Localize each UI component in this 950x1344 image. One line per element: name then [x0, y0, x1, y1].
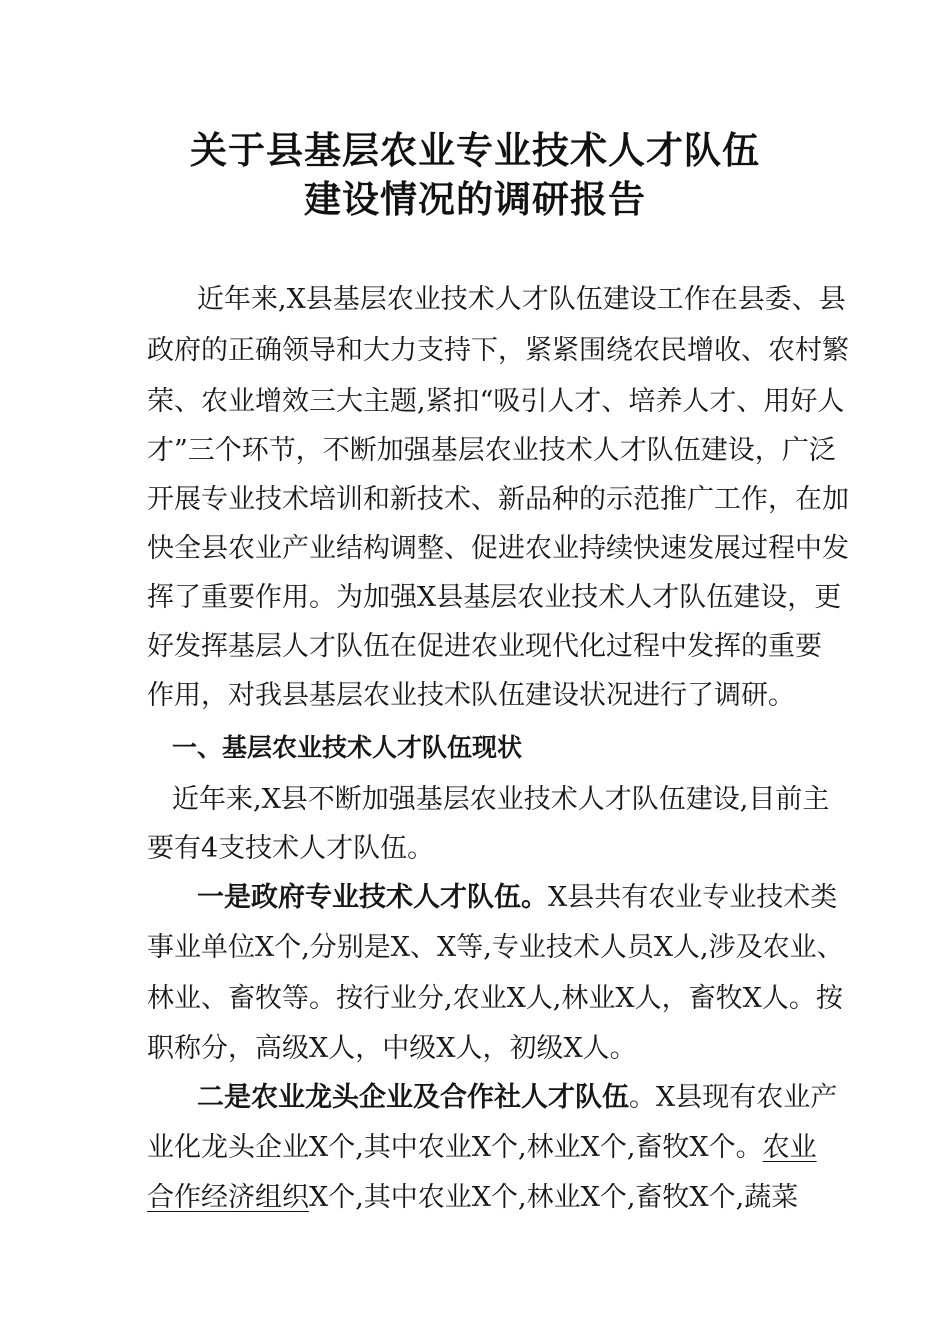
intro-line: 政府的正确领导和大力支持下，紧紧围绕农民增收、农村繁 [147, 335, 849, 366]
item1-lead: 一是政府专业技术人才队伍。 [197, 882, 548, 913]
item2-line [147, 1131, 827, 1165]
section-para-line: 要有4支技术人才队伍。 [147, 833, 435, 864]
intro-line: 近年来,X县基层农业技术人才队伍建设工作在县委、县 [197, 284, 846, 315]
underlined-term: 农业 [762, 1132, 817, 1163]
section-heading: 一、基层农业技术人才队伍现状 [172, 733, 523, 762]
item2-line2-text: 业化龙头企业X个,其中农业X个,林业X个,畜牧X个。 [147, 1132, 763, 1163]
intro-line: 挥了重要作用。为加强X县基层农业技术人才队伍建设，更 [147, 582, 842, 613]
document-title-line-1: 关于县基层农业专业技术人才队伍 [190, 128, 760, 172]
item2-first-line [197, 1081, 877, 1115]
section-para-line: 近年来,X县不断加强基层农业技术人才队伍建设,目前主 [172, 784, 830, 815]
intro-line: 开展专业技术培训和新技术、新品种的示范推广工作，在加 [147, 484, 849, 515]
item2-lead: 二是农业龙头企业及合作社人才队伍 [197, 1082, 629, 1113]
document-title-line-2: 建设情况的调研报告 [304, 177, 646, 221]
intro-line: 快全县农业产业结构调整、促进农业持续快速发展过程中发 [147, 533, 849, 564]
intro-line: 作用，对我县基层农业技术队伍建设状况进行了调研。 [147, 680, 795, 711]
intro-line: 好发挥基层人才队伍在促进农业现代化过程中发挥的重要 [147, 631, 822, 662]
item1-line: 林业、畜牧等。按行业分,农业X人,林业X人，畜牧X人。按 [147, 983, 843, 1014]
item1-line: 事业单位X个,分别是X、X等,专业技术人员X人,涉及农业、 [147, 932, 844, 963]
underlined-term: 合作经济组织 [147, 1182, 309, 1213]
intro-line: 荣、农业增效三大主题,紧扣“吸引人才、培养人才、用好人 [147, 386, 845, 417]
intro-line: 才”三个环节，不断加强基层农业技术人才队伍建设，广泛 [147, 435, 836, 466]
item2-line [147, 1181, 827, 1215]
item1-first-line [197, 881, 877, 915]
item2-first-rest: 。X县现有农业产 [629, 1082, 838, 1113]
item2-line3-text: X个,其中农业X个,林业X个,畜牧X个,蔬菜 [309, 1182, 799, 1213]
item1-first-rest: X县共有农业专业技术类 [548, 882, 838, 913]
item1-line: 职称分，高级X人，中级X人，初级X人。 [147, 1033, 637, 1064]
